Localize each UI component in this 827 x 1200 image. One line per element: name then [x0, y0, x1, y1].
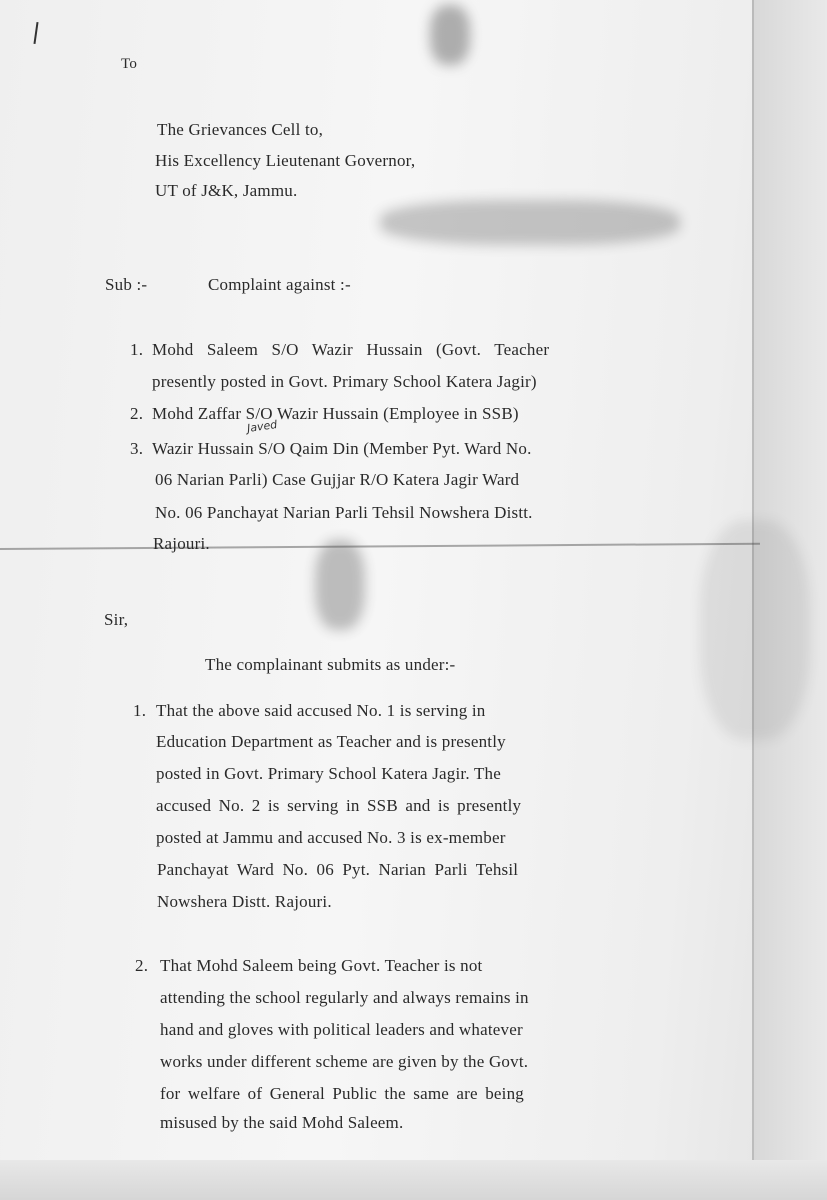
accused-1-line-1: Mohd Saleem S/O Wazir Hussain (Govt. Teacher	[152, 340, 550, 359]
point-1-line-5: posted at Jammu and accused No. 3 is ex-member	[156, 828, 506, 847]
toner-smudge	[315, 540, 365, 630]
handwritten-note: Javed	[246, 417, 279, 436]
accused-2-line-1: Mohd Zaffar S/O Wazir Hussain (Employee in SSB)	[152, 404, 519, 423]
addressee-line-2: His Excellency Lieutenant Governor,	[155, 151, 416, 170]
salutation: Sir,	[104, 610, 129, 629]
accused-3-line-3: No. 06 Panchayat Narian Parli Tehsil Nowshera Distt.	[155, 503, 533, 522]
toner-smudge	[700, 520, 810, 740]
subject-text: Complaint against :-	[208, 275, 351, 294]
accused-3-line-2: 06 Narian Parli) Case Gujjar R/O Katera Jagir Ward	[155, 470, 520, 489]
point-2-line-1: That Mohd Saleem being Govt. Teacher is not	[160, 956, 483, 975]
point-2-number: 2.	[135, 956, 149, 975]
point-1-line-4: accused No. 2 is serving in SSB and is presently	[156, 796, 522, 815]
point-2-line-3: hand and gloves with political leaders and whatever	[160, 1020, 523, 1039]
accused-2-number: 2.	[130, 404, 144, 423]
addressee-line-3: UT of J&K, Jammu.	[155, 181, 298, 200]
to-label: To	[121, 56, 138, 72]
paper-crease	[0, 543, 760, 550]
accused-1-number: 1.	[130, 340, 144, 359]
point-1-line-3: posted in Govt. Primary School Katera Jagir. The	[156, 764, 501, 783]
accused-1-line-2: presently posted in Govt. Primary School Katera Jagir)	[152, 372, 537, 391]
point-1-line-1: That the above said accused No. 1 is serving in	[156, 701, 486, 720]
intro-line: The complainant submits as under:-	[205, 655, 456, 674]
point-2-line-5: for welfare of General Public the same are being	[160, 1084, 525, 1103]
point-1-number: 1.	[133, 701, 147, 720]
point-2-line-6: misused by the said Mohd Saleem.	[160, 1113, 404, 1132]
toner-smudge	[380, 200, 680, 245]
page-bottom-edge	[0, 1160, 827, 1200]
point-2-line-4: works under different scheme are given by the Govt.	[160, 1052, 529, 1071]
accused-3-line-4: Rajouri.	[153, 534, 210, 553]
point-1-line-2: Education Department as Teacher and is presently	[156, 732, 506, 751]
point-1-line-7: Nowshera Distt. Rajouri.	[157, 892, 332, 911]
point-2-line-2: attending the school regularly and always remains in	[160, 988, 529, 1007]
addressee-line-1: The Grievances Cell to,	[157, 120, 324, 139]
subject-label: Sub :-	[105, 275, 148, 294]
accused-3-number: 3.	[130, 439, 144, 458]
point-1-line-6: Panchayat Ward No. 06 Pyt. Narian Parli Tehsil	[157, 860, 519, 879]
accused-3-line-1: Wazir Hussain S/O Qaim Din (Member Pyt. Ward No.	[152, 439, 532, 458]
toner-smudge	[430, 5, 470, 65]
pen-mark	[33, 22, 38, 44]
